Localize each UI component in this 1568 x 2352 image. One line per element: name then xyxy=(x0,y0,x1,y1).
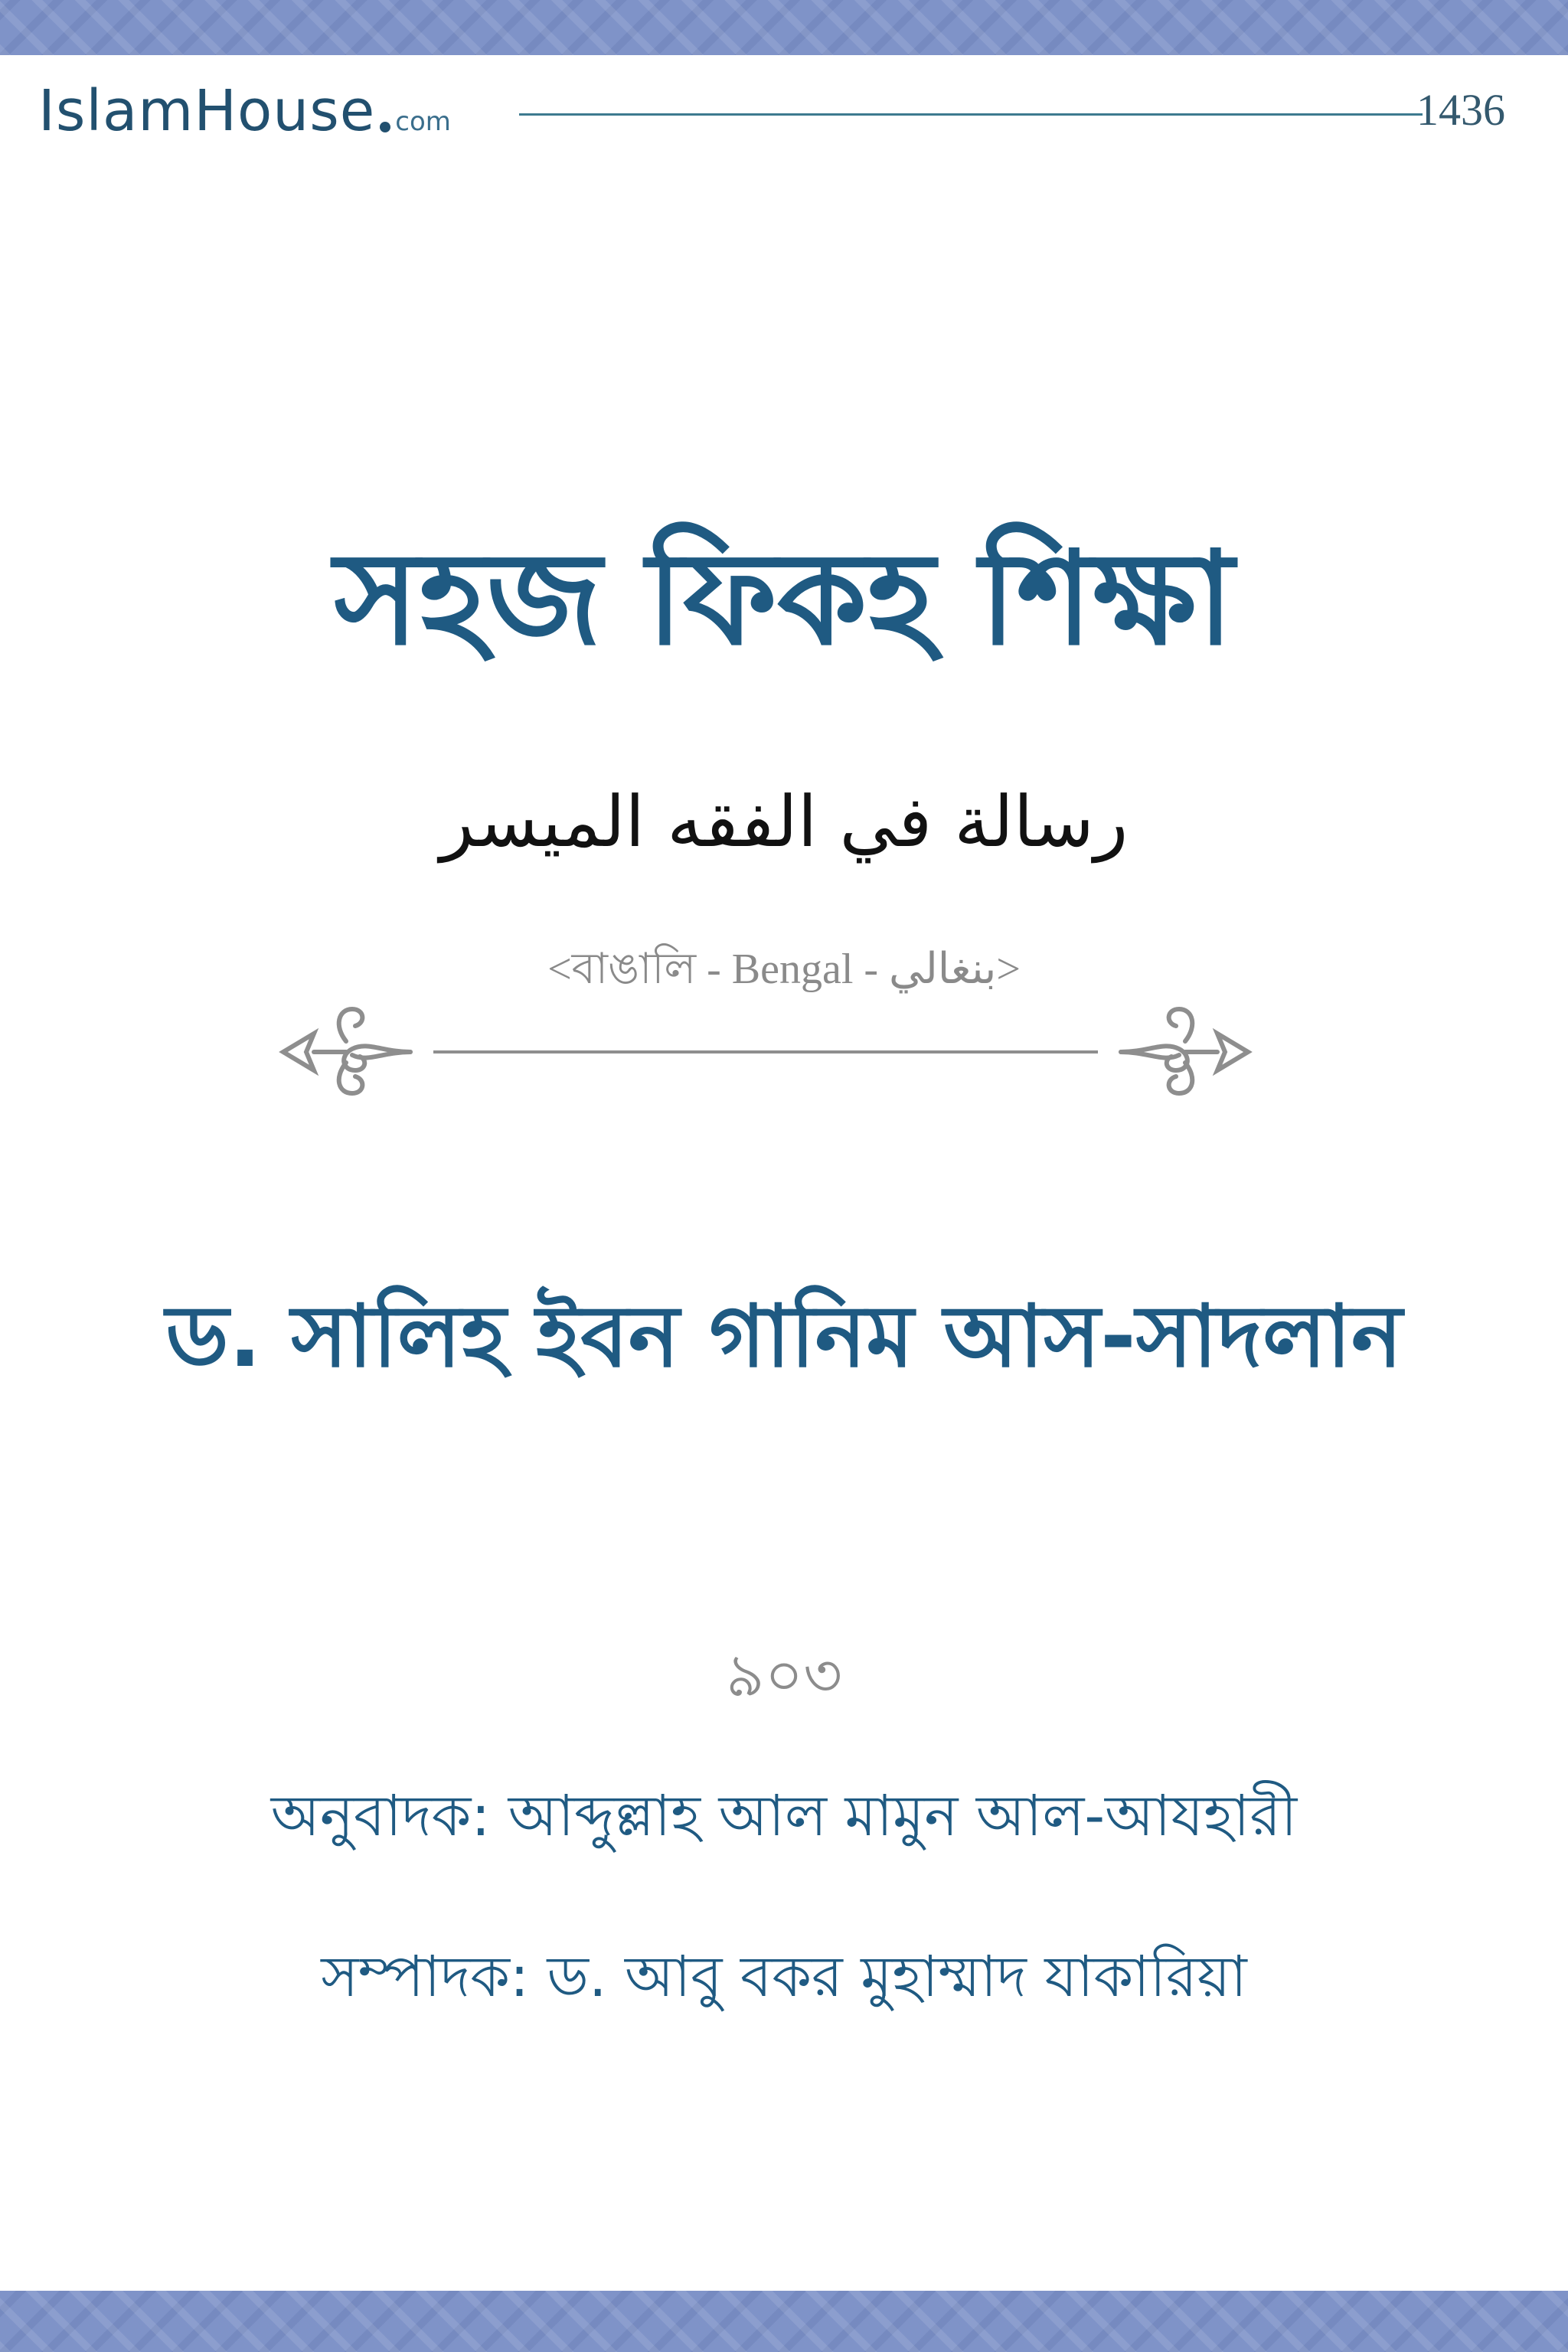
top-decorative-band xyxy=(0,0,1568,55)
section-divider-symbol: ৯০৩ xyxy=(725,1642,843,1710)
language-line: <বাঙালি - Bengal - بنغالي> xyxy=(547,946,1021,993)
translator-credit: অনুবাদক: আব্দুল্লাহ আল মামুন আল-আযহারী xyxy=(270,1783,1298,1849)
editor-credit: সম্পাদক: ড. আবু বকর মুহাম্মাদ যাকারিয়া xyxy=(321,1944,1247,2010)
flourish-right-icon xyxy=(1118,995,1256,1102)
logo-suffix: com xyxy=(395,106,451,137)
header-rule xyxy=(519,113,1423,116)
arabic-title: رسالة في الفقه الميسر xyxy=(439,781,1129,863)
author-name: ড. সালিহ ইবন গানিম আস-সাদলান xyxy=(165,1287,1403,1387)
logo-dot-icon xyxy=(380,122,390,132)
year-label: 1436 xyxy=(1416,85,1505,135)
ornamental-divider xyxy=(276,995,1256,1102)
bottom-decorative-band xyxy=(0,2291,1568,2352)
ornament-rule xyxy=(433,1050,1098,1054)
book-title: সহজ ফিকহ শিক্ষা xyxy=(334,524,1234,674)
logo-wordmark: IslamHouse xyxy=(38,78,376,144)
page-header xyxy=(38,74,1505,150)
islamhouse-logo xyxy=(38,78,451,144)
flourish-left-icon xyxy=(276,995,413,1102)
